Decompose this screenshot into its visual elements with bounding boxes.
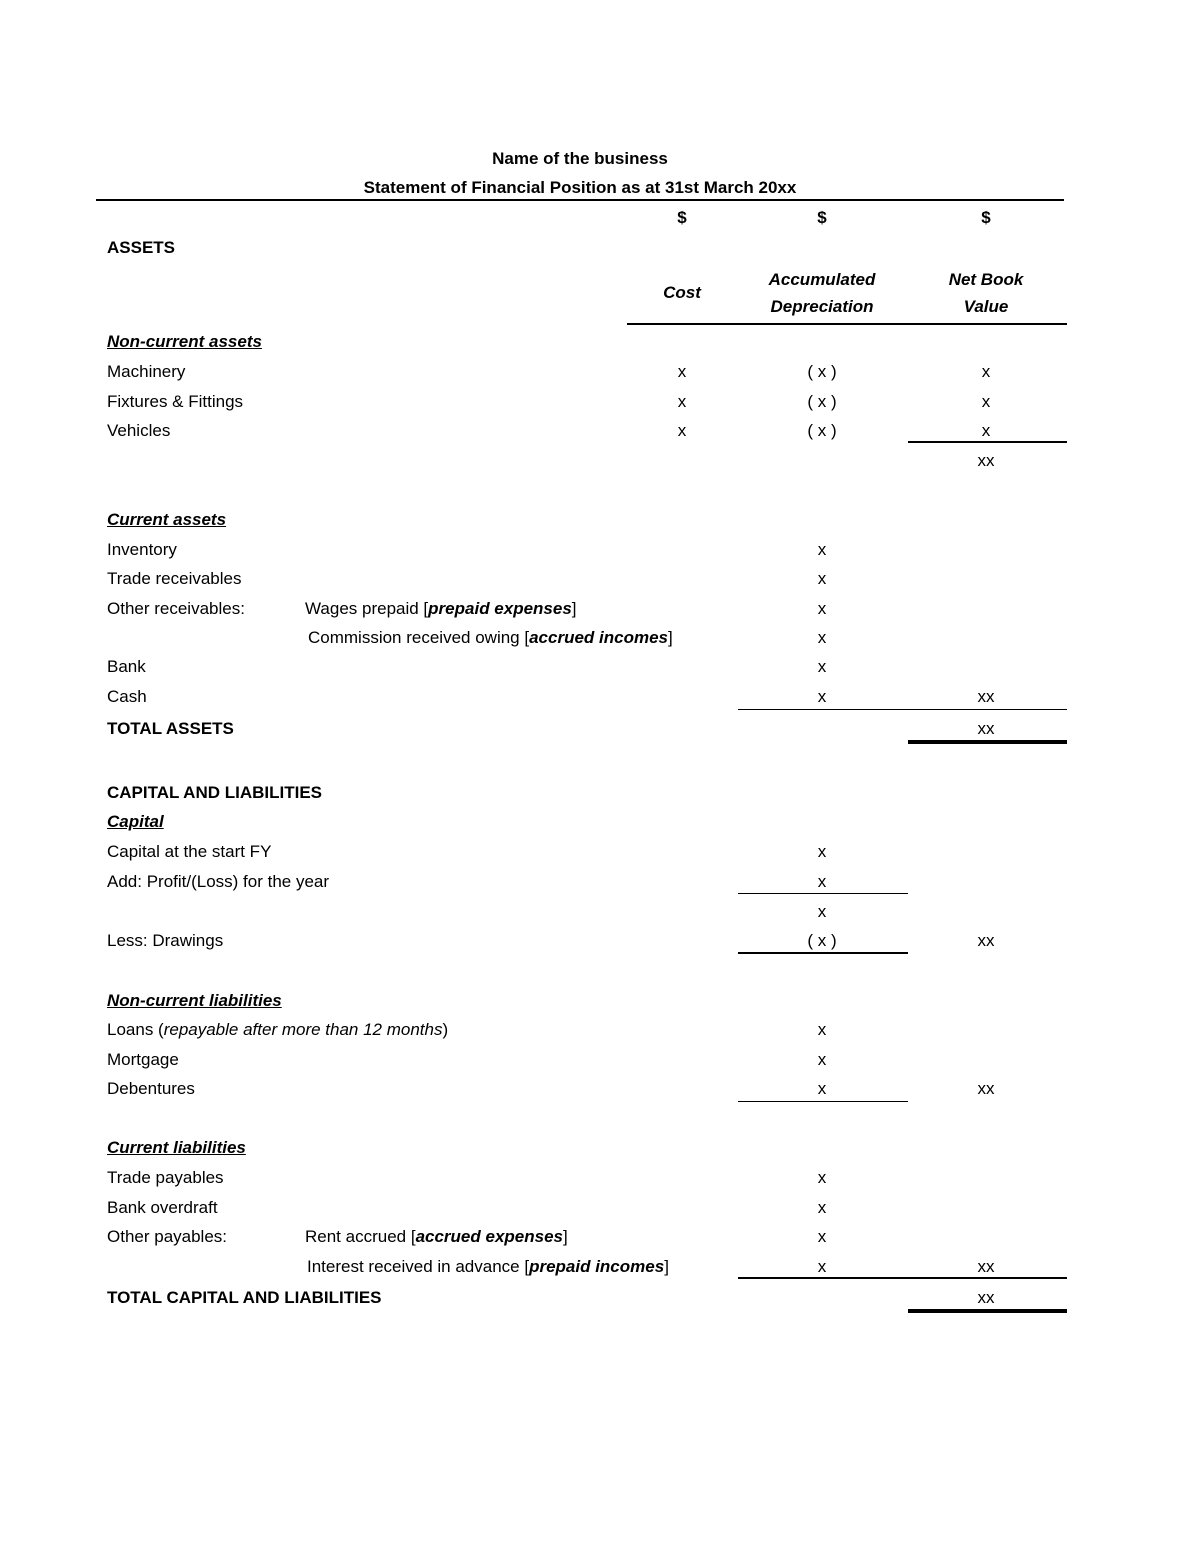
- column-nbv-2: Value: [963, 297, 1009, 316]
- column-nbv-1: Net Book: [948, 270, 1024, 289]
- fixtures-cost: x: [677, 392, 687, 411]
- trade-payables-value: x: [817, 1168, 827, 1187]
- interest-advance-label: Interest received in advance [prepaid incomes]: [307, 1257, 669, 1276]
- debentures-label: Debentures: [107, 1079, 195, 1098]
- currency-nbv: $: [981, 208, 991, 227]
- current-liabilities-total-rule: [908, 1277, 1067, 1279]
- non-current-assets-heading: Non-current assets: [107, 332, 262, 351]
- drawings-value: ( x ): [807, 931, 837, 950]
- total-assets-value: xx: [977, 719, 995, 738]
- non-current-assets-rule: [908, 441, 1067, 443]
- machinery-cost: x: [677, 362, 687, 381]
- capital-liabilities-heading: CAPITAL AND LIABILITIES: [107, 783, 323, 802]
- fixtures-label: Fixtures & Fittings: [107, 392, 244, 411]
- mortgage-value: x: [817, 1050, 827, 1069]
- inventory-label: Inventory: [107, 540, 177, 559]
- cash-label: Cash: [107, 687, 147, 706]
- current-assets-total-rule: [908, 709, 1067, 710]
- capital-start-value: x: [817, 842, 827, 861]
- vehicles-nbv: x: [981, 421, 991, 440]
- bank-overdraft-label: Bank overdraft: [107, 1198, 218, 1217]
- inventory-value: x: [817, 540, 827, 559]
- vehicles-label: Vehicles: [107, 421, 171, 440]
- current-liabilities-total: xx: [977, 1257, 995, 1276]
- cash-value: x: [817, 687, 827, 706]
- drawings-rule: [738, 952, 908, 954]
- fixtures-nbv: x: [981, 392, 991, 411]
- loans-value: x: [817, 1020, 827, 1039]
- bank-value: x: [817, 657, 827, 676]
- debentures-rule: [738, 1101, 908, 1102]
- statement-title: Statement of Financial Position as at 31st March 20xx: [363, 178, 797, 197]
- current-liabilities-rule: [738, 1277, 908, 1279]
- currency-depreciation: $: [817, 208, 827, 227]
- wages-prepaid-value: x: [817, 599, 827, 618]
- trade-payables-label: Trade payables: [107, 1168, 224, 1187]
- profit-label: Add: Profit/(Loss) for the year: [107, 872, 330, 891]
- total-capital-liabilities-double-rule: [908, 1309, 1067, 1313]
- debentures-value: x: [817, 1079, 827, 1098]
- current-assets-heading: Current assets: [107, 510, 227, 529]
- total-assets-double-rule: [908, 740, 1067, 744]
- current-assets-total: xx: [977, 687, 995, 706]
- currency-cost: $: [677, 208, 687, 227]
- assets-heading: ASSETS: [107, 238, 176, 257]
- other-receivables-label: Other receivables:: [107, 599, 245, 618]
- current-liabilities-heading: Current liabilities: [107, 1138, 246, 1157]
- rent-accrued-value: x: [817, 1227, 827, 1246]
- commission-owing-value: x: [817, 628, 827, 647]
- trade-receivables-label: Trade receivables: [107, 569, 242, 588]
- vehicles-cost: x: [677, 421, 687, 440]
- mortgage-label: Mortgage: [107, 1050, 179, 1069]
- column-cost: Cost: [663, 283, 701, 302]
- header-rule: [96, 199, 1064, 201]
- column-acc-dep-1: Accumulated: [768, 270, 876, 289]
- total-capital-liabilities-value: xx: [977, 1288, 995, 1307]
- fixtures-depreciation: ( x ): [807, 392, 837, 411]
- bank-label: Bank: [107, 657, 146, 676]
- total-assets-label: TOTAL ASSETS: [107, 719, 234, 738]
- column-acc-dep-2: Depreciation: [770, 297, 874, 316]
- loans-label: Loans (repayable after more than 12 months): [107, 1020, 449, 1039]
- capital-start-label: Capital at the start FY: [107, 842, 272, 861]
- capital-total: xx: [977, 931, 995, 950]
- drawings-label: Less: Drawings: [107, 931, 224, 950]
- machinery-nbv: x: [981, 362, 991, 381]
- capital-heading: Capital: [107, 812, 164, 831]
- total-capital-liabilities-label: TOTAL CAPITAL AND LIABILITIES: [107, 1288, 382, 1307]
- vehicles-depreciation: ( x ): [807, 421, 837, 440]
- wages-prepaid-label: Wages prepaid [prepaid expenses]: [305, 599, 577, 618]
- business-name: Name of the business: [492, 149, 668, 168]
- bank-overdraft-value: x: [817, 1198, 827, 1217]
- current-assets-rule: [738, 709, 908, 710]
- profit-value: x: [817, 872, 827, 891]
- machinery-depreciation: ( x ): [807, 362, 837, 381]
- machinery-label: Machinery: [107, 362, 186, 381]
- non-current-liabilities-total: xx: [977, 1079, 995, 1098]
- capital-subtotal: x: [817, 902, 827, 921]
- rent-accrued-label: Rent accrued [accrued expenses]: [305, 1227, 568, 1246]
- other-payables-label: Other payables:: [107, 1227, 228, 1246]
- profit-rule: [738, 893, 908, 894]
- non-current-assets-total: xx: [977, 451, 995, 470]
- non-current-liabilities-heading: Non-current liabilities: [107, 991, 282, 1010]
- commission-owing-label: Commission received owing [accrued incomes]: [308, 628, 673, 647]
- interest-advance-value: x: [817, 1257, 827, 1276]
- trade-receivables-value: x: [817, 569, 827, 588]
- column-header-rule: [627, 323, 1067, 325]
